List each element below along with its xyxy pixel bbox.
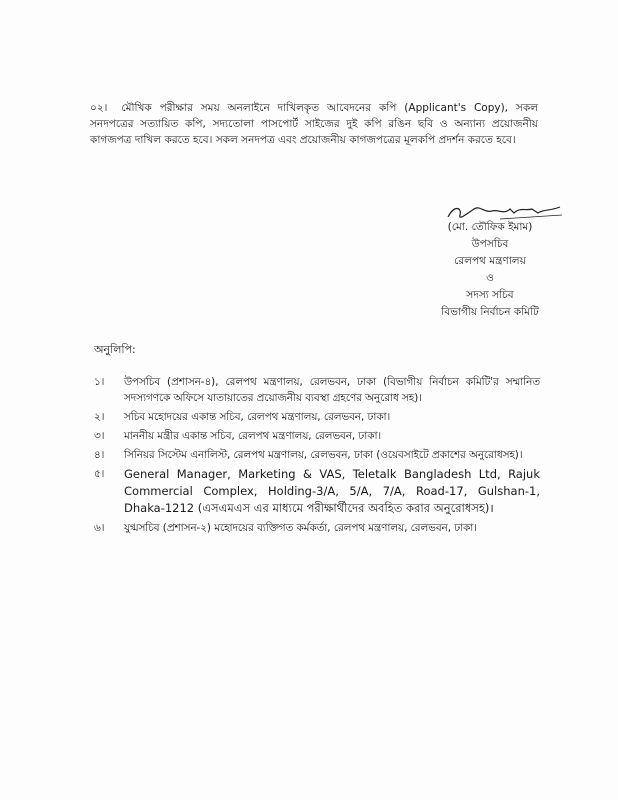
item-text: সচিব মহোদয়ের একান্ত সচিব, রেলপথ মন্ত্রণালয়, রেলভবন, ঢাকা।	[124, 411, 391, 423]
item-number: ২।	[94, 411, 105, 423]
list-item	[94, 520, 540, 536]
paragraph-text: মৌখিক পরীক্ষার সময় অনলাইনে দাখিলকৃত আবেদনের কপি (Applicant's Copy), সকল সনদপত্রের সত্যায়িত কপি, সদ্যতোলা পাসপোর্ট সাইজের দুই কপি রঙিন ছবি ও অন্যান্য প্রয়োজনীয় কাগজপত্র দাখিল করতে হবে। সকল সনদপত্র এবং প্রয়োজনীয় কাগজপত্রের মূলকপি প্রদর্শন করতে হবে।	[90, 102, 538, 146]
signature-block	[420, 219, 560, 321]
signatory-and: ও	[486, 272, 494, 284]
copies-title: অনুলিপি:	[94, 343, 136, 356]
item-text: উপসচিব (প্রশাসন-৪), রেলপথ মন্ত্রণালয়, রেলভবন, ঢাকা (বিভাগীয় নির্বাচন কমিটি'র সম্মানিত সদস্যগণকে অফিসে যাতায়াতের প্রয়োজনীয় ব্যবস্থা গ্রহণের অনুরোধ সহ)।	[124, 376, 540, 404]
signatory-name: (মো. তৌফিক ইমাম)	[447, 221, 533, 233]
paragraph-number: ০২।	[90, 102, 108, 114]
signatory-role: সদস্য সচিব	[466, 289, 514, 301]
item-number: ৫।	[94, 468, 105, 480]
list-item	[94, 447, 540, 463]
list-item	[94, 428, 540, 444]
signatory-designation: উপসচিব	[471, 238, 509, 250]
item-text: সিনিয়র সিস্টেম এনালিস্ট, রেলপথ মন্ত্রণালয়, রেলভবন, ঢাকা (ওয়েবসাইটে প্রকাশের অনুরোধসহ)।	[124, 449, 523, 461]
item-text: মাননীয় মন্ত্রীর একান্ত সচিব, রেলপথ মন্ত্রণালয়, রেলভবন, ঢাকা।	[124, 430, 382, 442]
item-number: ৩।	[94, 430, 105, 442]
list-item	[94, 374, 540, 406]
copies-list	[94, 374, 540, 539]
item-text: যুগ্মসচিব (প্রশাসন-২) মহোদয়ের ব্যক্তিগত কর্মকর্তা, রেলপথ মন্ত্রণালয়, রেলভবন, ঢাকা।	[124, 522, 477, 534]
paragraph-2	[90, 100, 538, 148]
signatory-committee: বিভাগীয় নির্বাচন কমিটি	[441, 306, 539, 318]
item-text: General Manager, Marketing & VAS, Teletalk Bangladesh Ltd, Rajuk Commercial Complex, Holding-3/A, 5/A, 7/A, Road-17, Gulshan-1, Dhaka-1212 (এসএমএস এর মাধ্যমে পরীক্ষার্থীদের অবহিত করার অনুরোধসহ)।	[124, 467, 540, 515]
signatory-ministry: রেলপথ মন্ত্রণালয়	[454, 255, 526, 267]
item-number: ৪।	[94, 449, 105, 461]
list-item	[94, 466, 540, 517]
item-number: ১।	[94, 376, 105, 388]
list-item	[94, 409, 540, 425]
item-number: ৬।	[94, 522, 105, 534]
